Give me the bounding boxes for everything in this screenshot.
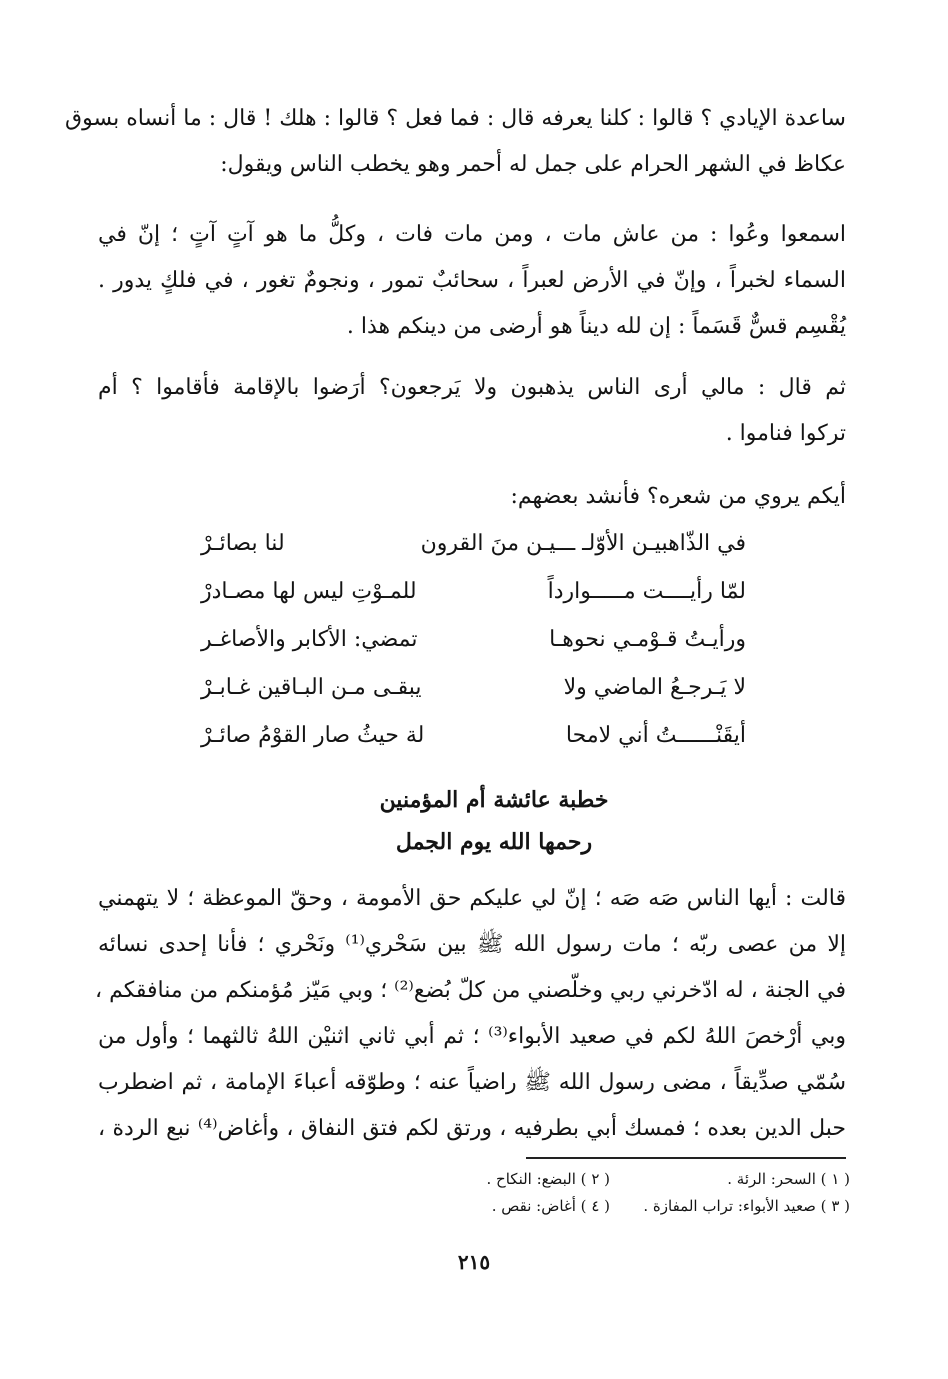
text-line: إلا من عصى ربّه ؛ مات رسول الله ﷺ بين سَحْري⁽¹⁾ ونَحْري ؛ فأنا إحدى نسائه bbox=[98, 932, 846, 957]
text-line: ساعدة الإيادي ؟ قالوا : كلنا يعرفه قال : فما فعل ؟ قالوا : هلك ! قال : ما أنساه بسوق bbox=[65, 106, 846, 131]
paragraph-poem-intro bbox=[98, 474, 846, 520]
section-title: خطبة عائشة أم المؤمنين bbox=[379, 787, 609, 813]
verse-first-hemistich: أيقَنْــــــتُ أني لامحا bbox=[565, 723, 746, 748]
verse-second-hemistich: يبقـى مـن البـاقين غـابـرْ bbox=[201, 675, 422, 700]
verse-second-hemistich: للمـوْتِ ليس لها مصـادرْ bbox=[201, 579, 417, 604]
page-number: ٢١٥ bbox=[457, 1250, 491, 1274]
text-line: تركوا فناموا . bbox=[725, 421, 846, 446]
text-line: اسمعوا وعُوا : من عاش مات ، ومن مات فات ، وكلُّ ما هو آتٍ آتٍ ؛ إنّ في bbox=[98, 222, 846, 247]
verse-first-hemistich: لمّا رأيــــت مـــــوارداً bbox=[547, 579, 746, 604]
poem-verse bbox=[201, 616, 746, 664]
paragraph-question bbox=[98, 365, 846, 457]
verse-first-hemistich: ورأيـتُ قـوْمـي نحوهـا bbox=[549, 627, 746, 652]
text-line: السماء لخبراً ، وإنّ في الأرض لعبراً ، سحائبٌ تمور ، ونجومٌ تغور ، في فلكٍ يدور . bbox=[98, 268, 846, 293]
footnote-1: ( ١ ) السحر: الرئة . bbox=[727, 1170, 850, 1188]
paragraph-aisha-speech bbox=[95, 876, 846, 1152]
verse-second-hemistich: لة حيثُ صار القوْمُ صائـرْ bbox=[201, 723, 425, 748]
footnotes bbox=[370, 1166, 850, 1220]
text-line: عكاظ في الشهر الحرام على جمل له أحمر وهو يخطب الناس ويقول: bbox=[220, 152, 846, 177]
footnote-4: ( ٤ ) أغاض: نقص . bbox=[491, 1197, 610, 1215]
verse-first-hemistich: لا يَـرجـعُ الماضي ولا bbox=[563, 675, 746, 700]
text-line: ثم قال : مالي أرى الناس يذهبون ولا يَرجعون؟ أرَضوا بالإقامة فأقاموا ؟ أم bbox=[98, 375, 846, 400]
text-line: وبي أرْخصَ اللهُ لكم في صعيد الأبواء⁽³⁾ ؛ ثم أبي ثاني اثنيْن اللهُ ثالثهما ؛ وأول من bbox=[98, 1024, 846, 1049]
text-line: في الجنة ، له ادّخرني ربي وخلّصني من كلّ بُضع⁽²⁾ ؛ وبي مَيّز مُؤمنكم من منافقكم ، bbox=[95, 978, 846, 1003]
verse-second-hemistich: لنا بصائـرْ bbox=[201, 531, 285, 556]
footnote-3: ( ٣ ) صعيد الأبواء: تراب المفازة . bbox=[643, 1197, 850, 1215]
verse-second-hemistich: تمضي: الأكابر والأصاغـر bbox=[201, 627, 418, 652]
footnote-row bbox=[370, 1193, 850, 1220]
footnote-row bbox=[370, 1166, 850, 1193]
poem-verse bbox=[201, 568, 746, 616]
text-line: يُقْسِم قسٌّ قَسَماً : إن لله ديناً هو أرضى من دينكم هذا . bbox=[346, 314, 846, 339]
paragraph-qus-speech bbox=[98, 212, 846, 350]
verse-first-hemistich: في الذّاهبيـن الأوّلـ ـــيـن منَ القرون bbox=[420, 531, 746, 556]
section-subtitle: رحمها الله يوم الجمل bbox=[395, 829, 593, 855]
poem-verse bbox=[201, 664, 746, 712]
footnote-divider bbox=[526, 1157, 846, 1159]
poem-verse bbox=[201, 712, 746, 760]
footnote-2: ( ٢ ) البضع: النكاح . bbox=[486, 1170, 610, 1188]
poem bbox=[201, 520, 746, 760]
text-line: سُمّي صدِّيقاً ، مضى رسول الله ﷺ راضياً عنه ؛ وطوّقه أعباءَ الإمامة ، ثم اضطرب bbox=[98, 1070, 846, 1095]
paragraph-intro bbox=[65, 96, 846, 188]
text-line: أيكم يروي من شعره؟ فأنشد بعضهم: bbox=[510, 484, 846, 509]
text-line: قالت : أيها الناس صَه صَه ؛ إنّ لي عليكم حق الأمومة ، وحقّ الموعظة ؛ لا يتهمني bbox=[98, 886, 846, 911]
text-line: حبل الدين بعده ؛ فمسك أبي بطرفيه ، ورتق لكم فتق النفاق ، وأغاض⁽⁴⁾ نبع الردة ، bbox=[98, 1116, 846, 1141]
poem-verse bbox=[201, 520, 746, 568]
